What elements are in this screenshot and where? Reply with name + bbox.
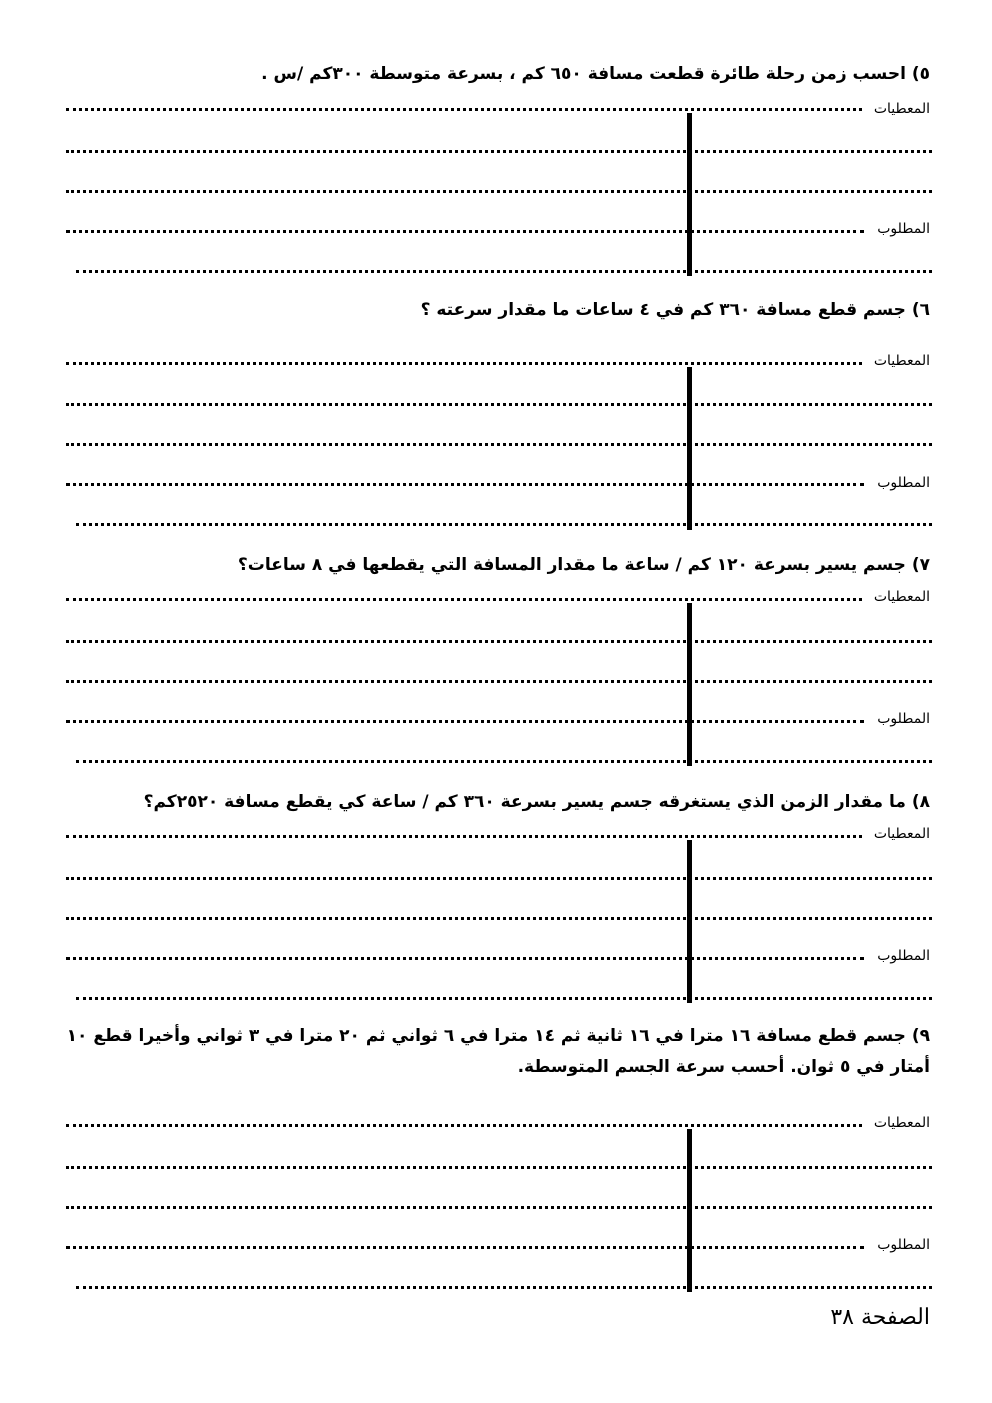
answer-line [66,917,932,920]
divider-line [687,603,692,766]
given-label: المعطيات [873,353,930,369]
divider-line [687,1129,692,1292]
required-label: المطلوب [877,475,930,491]
page-number: الصفحة ٣٨ [830,1305,930,1330]
given-label: المعطيات [873,589,930,605]
answer-line [66,720,864,723]
answer-line [76,523,932,526]
answer-line [76,1286,932,1289]
answer-line [66,483,864,486]
answer-line [66,640,932,643]
question-6: ٦) جسم قطع مسافة ٣٦٠ كم في ٤ ساعات ما مقدار سرعته ؟ [420,300,930,320]
answer-line [66,108,862,111]
answer-line [76,270,932,273]
answer-line [66,230,864,233]
required-label: المطلوب [877,711,930,727]
question-9: ٩) جسم قطع مسافة ١٦ مترا في ١٦ ثانية ثم ١٤ مترا في ٦ ثواني ثم ٢٠ مترا في ٣ ثواني وأخيرا قطع ١٠ أمتار في ٥ ثوان. أحسب سرعة الجسم المتوسطة. [66,1026,930,1077]
question-8: ٨) ما مقدار الزمن الذي يستغرقه جسم يسير بسرعة ٣٦٠ كم / ساعة كي يقطع مسافة ٢٥٢٠كم؟ [143,792,930,812]
answer-line [66,1206,932,1209]
answer-line [76,997,932,1000]
answer-line [66,598,862,601]
answer-line [66,957,864,960]
question-5: ٥) احسب زمن رحلة طائرة قطعت مسافة ٦٥٠ كم ، بسرعة متوسطة ٣٠٠كم /س . [261,64,930,84]
required-label: المطلوب [877,1237,930,1253]
divider-line [687,840,692,1003]
answer-line [66,403,932,406]
answer-line [66,680,932,683]
given-label: المعطيات [873,1115,930,1131]
answer-line [66,1246,864,1249]
answer-line [66,190,932,193]
required-label: المطلوب [877,221,930,237]
given-label: المعطيات [873,826,930,842]
answer-line [66,1166,932,1169]
required-label: المطلوب [877,948,930,964]
divider-line [687,367,692,530]
answer-line [66,835,862,838]
divider-line [687,113,692,276]
answer-line [76,760,932,763]
answer-line [66,150,932,153]
answer-line [66,443,932,446]
answer-line [66,1124,862,1127]
given-label: المعطيات [873,101,930,117]
answer-line [66,877,932,880]
answer-line [66,362,862,365]
question-7: ٧) جسم يسير بسرعة ١٢٠ كم / ساعة ما مقدار المسافة التي يقطعها في ٨ ساعات؟ [237,555,930,575]
